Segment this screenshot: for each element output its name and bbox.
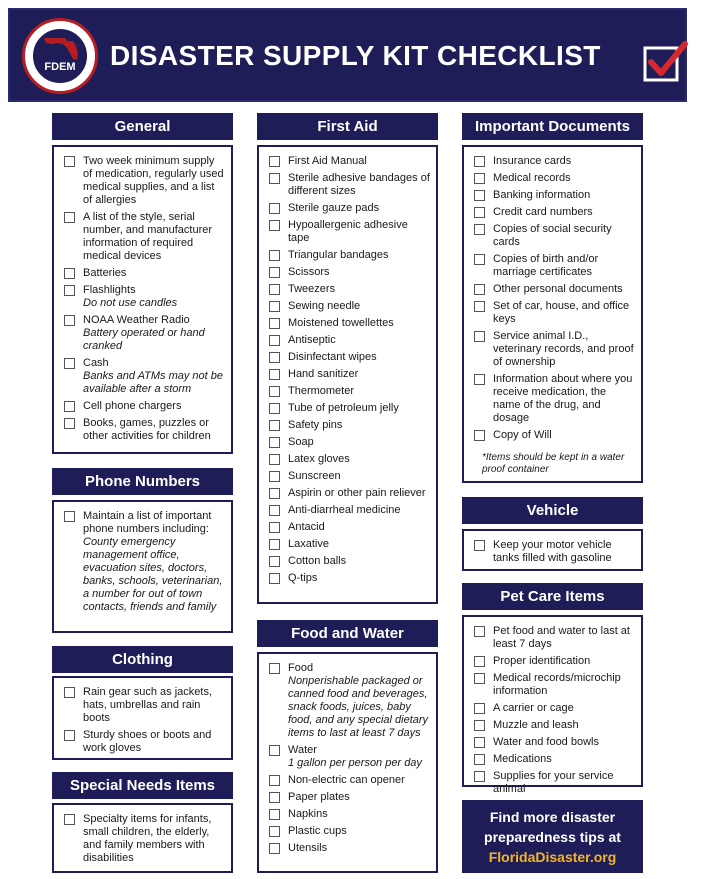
checklist-item — [474, 253, 635, 279]
checklist-item — [269, 470, 430, 483]
item-label: Water and food bowls — [493, 736, 599, 748]
checkbox[interactable] — [269, 301, 280, 312]
item-text — [288, 368, 430, 381]
item-text — [83, 284, 225, 310]
item-label: Moistened towellettes — [288, 317, 394, 329]
documents-section — [462, 145, 643, 483]
item-label: Credit card numbers — [493, 206, 593, 218]
pet-care-section — [462, 615, 643, 795]
checklist-item — [269, 791, 430, 804]
checklist-item — [474, 753, 635, 766]
checkbox[interactable] — [64, 268, 75, 279]
checklist-item — [64, 510, 225, 614]
item-text — [83, 729, 225, 755]
item-note: Banks and ATMs may not be available after a storm — [83, 370, 224, 395]
first-aid-heading: First Aid — [257, 113, 438, 140]
checklist-item — [269, 453, 430, 466]
item-label: Sterile adhesive bandages of different sizes — [288, 172, 430, 197]
item-text — [493, 736, 635, 749]
checkbox[interactable] — [269, 471, 280, 482]
item-text — [288, 300, 430, 313]
checkbox[interactable] — [474, 156, 485, 167]
checklist-item — [269, 842, 430, 855]
item-label: Cell phone chargers — [83, 400, 182, 412]
item-label: Sewing needle — [288, 300, 361, 312]
item-label: Medical records — [493, 172, 571, 184]
checklist-item — [64, 284, 225, 310]
item-label: Copies of social security cards — [493, 223, 612, 248]
item-note: Battery operated or hand cranked — [83, 327, 205, 352]
checkbox[interactable] — [269, 663, 280, 674]
item-label: Napkins — [288, 808, 328, 820]
checkbox[interactable] — [269, 318, 280, 329]
checkbox[interactable] — [474, 224, 485, 235]
checklist-item — [269, 385, 430, 398]
checkbox[interactable] — [474, 626, 485, 637]
item-text — [288, 402, 430, 415]
checkbox[interactable] — [269, 539, 280, 550]
checklist-item — [269, 521, 430, 534]
item-label: Two week minimum supply of medication, regularly used medical supplies, and a list of allergies — [83, 155, 224, 206]
checklist-item — [64, 400, 225, 413]
item-text — [288, 774, 430, 787]
item-label: First Aid Manual — [288, 155, 367, 167]
item-label: Latex gloves — [288, 453, 350, 465]
item-label: Keep your motor vehicle tanks filled with gasoline — [493, 539, 612, 564]
item-text — [83, 813, 225, 865]
checklist-item — [474, 539, 635, 565]
checklist-item — [474, 330, 635, 369]
item-text — [493, 206, 635, 219]
checklist-item — [64, 314, 225, 353]
checklist-item — [474, 672, 635, 698]
checklist-item — [474, 172, 635, 185]
checkbox[interactable] — [64, 156, 75, 167]
clothing-heading: Clothing — [52, 646, 233, 673]
fdem-seal-logo — [22, 18, 98, 94]
checkbox[interactable] — [64, 212, 75, 223]
item-label: Other personal documents — [493, 283, 623, 295]
checklist-item — [474, 283, 635, 296]
item-text — [288, 351, 430, 364]
documents-list — [464, 147, 641, 450]
checkbox[interactable] — [64, 285, 75, 296]
checklist-item — [474, 155, 635, 168]
clothing-section — [52, 676, 233, 760]
item-label: Supplies for your service animal — [493, 770, 614, 795]
checklist-item — [269, 487, 430, 500]
item-label: Scissors — [288, 266, 330, 278]
item-text — [83, 686, 225, 725]
checkbox[interactable] — [269, 335, 280, 346]
item-text — [493, 253, 635, 279]
item-label: Proper identification — [493, 655, 591, 667]
checklist-item — [474, 655, 635, 668]
checkbox[interactable] — [474, 430, 485, 441]
item-text — [83, 510, 225, 614]
checkbox[interactable] — [269, 522, 280, 533]
item-label: Laxative — [288, 538, 329, 550]
checkbox[interactable] — [64, 358, 75, 369]
item-text — [493, 672, 635, 698]
checkbox[interactable] — [64, 730, 75, 741]
first-aid-section — [257, 145, 438, 604]
checkbox[interactable] — [269, 156, 280, 167]
item-text — [288, 249, 430, 262]
checklist-item — [269, 351, 430, 364]
item-label: Water — [288, 744, 317, 756]
item-text — [493, 189, 635, 202]
pet-care-heading: Pet Care Items — [462, 583, 643, 610]
item-label: Disinfectant wipes — [288, 351, 377, 363]
checklist-item — [269, 538, 430, 551]
checkbox[interactable] — [269, 369, 280, 380]
checklist-item — [64, 417, 225, 443]
item-label: Medications — [493, 753, 552, 765]
item-label: Antacid — [288, 521, 325, 533]
checkbox[interactable] — [269, 437, 280, 448]
checkbox[interactable] — [269, 203, 280, 214]
checkbox[interactable] — [64, 814, 75, 825]
item-text — [83, 400, 225, 413]
item-text — [288, 202, 430, 215]
checklist-item — [269, 249, 430, 262]
checklist-item — [269, 334, 430, 347]
item-label: Triangular bandages — [288, 249, 389, 261]
item-label: Thermometer — [288, 385, 355, 397]
more-tips-banner — [462, 800, 643, 873]
checkbox[interactable] — [269, 267, 280, 278]
item-text — [288, 436, 430, 449]
item-text — [288, 825, 430, 838]
checkbox[interactable] — [474, 656, 485, 667]
checklist-item — [474, 719, 635, 732]
item-text — [83, 267, 225, 280]
checklist-item — [64, 211, 225, 263]
item-text — [288, 504, 430, 517]
checklist-item — [474, 223, 635, 249]
checklist-item — [474, 770, 635, 796]
item-text — [288, 572, 430, 585]
checkbox[interactable] — [474, 301, 485, 312]
seal-acronym: FDEM — [44, 61, 76, 73]
checkbox[interactable] — [269, 505, 280, 516]
general-list — [54, 147, 231, 451]
checklist-item — [269, 172, 430, 198]
item-text — [83, 211, 225, 263]
item-text — [288, 155, 430, 168]
item-text — [83, 314, 225, 353]
item-text — [83, 155, 225, 207]
checklist-item — [64, 357, 225, 396]
florida-disaster-link[interactable]: FloridaDisaster.org — [488, 849, 617, 865]
checklist-item — [269, 808, 430, 821]
food-water-section — [257, 652, 438, 873]
item-text — [288, 470, 430, 483]
item-text — [288, 555, 430, 568]
checkbox[interactable] — [269, 573, 280, 584]
item-label: Cash — [83, 357, 109, 369]
checkbox[interactable] — [474, 284, 485, 295]
item-label: Hypoallergenic adhesive tape — [288, 219, 408, 244]
checklist-item — [474, 206, 635, 219]
checklist-item — [269, 266, 430, 279]
item-text — [493, 539, 635, 565]
item-text — [493, 429, 635, 442]
checklist-item — [474, 300, 635, 326]
item-text — [288, 791, 430, 804]
item-label: Sturdy shoes or boots and work gloves — [83, 729, 212, 754]
checklist-item — [269, 368, 430, 381]
item-label: Q-tips — [288, 572, 318, 584]
item-text — [288, 283, 430, 296]
cta-line-2: preparedness tips at — [484, 829, 621, 845]
item-label: Pet food and water to last at least 7 days — [493, 625, 630, 650]
item-label: NOAA Weather Radio — [83, 314, 190, 326]
checklist-item — [269, 774, 430, 787]
checkbox[interactable] — [474, 540, 485, 551]
item-label: Food — [288, 662, 314, 674]
item-text — [493, 702, 635, 715]
item-text — [288, 521, 430, 534]
checkbox[interactable] — [269, 556, 280, 567]
checkbox[interactable] — [474, 703, 485, 714]
item-text — [288, 385, 430, 398]
checkbox[interactable] — [474, 720, 485, 731]
checkbox[interactable] — [474, 331, 485, 342]
checkbox[interactable] — [64, 401, 75, 412]
special-needs-section — [52, 803, 233, 873]
special-needs-heading: Special Needs Items — [52, 772, 233, 799]
checkbox[interactable] — [269, 843, 280, 854]
item-label: Antiseptic — [288, 334, 336, 346]
checklist-item — [64, 267, 225, 280]
checkmark-box-icon — [643, 40, 689, 84]
checkbox[interactable] — [64, 687, 75, 698]
clothing-list — [54, 678, 231, 763]
item-text — [288, 172, 430, 198]
florida-map-icon — [43, 35, 81, 61]
item-label: Safety pins — [288, 419, 343, 431]
checkbox[interactable] — [269, 403, 280, 414]
pet-care-list — [464, 617, 641, 804]
item-label: Rain gear such as jackets, hats, umbrellas and rain boots — [83, 686, 213, 724]
item-text — [83, 357, 225, 396]
checklist-item — [269, 825, 430, 838]
checkbox[interactable] — [474, 374, 485, 385]
checkbox[interactable] — [269, 250, 280, 261]
item-label: Paper plates — [288, 791, 350, 803]
checkbox[interactable] — [269, 775, 280, 786]
item-text — [493, 330, 635, 369]
item-label: Muzzle and leash — [493, 719, 579, 731]
checkbox[interactable] — [474, 190, 485, 201]
item-note: County emergency management office, evacuation sites, doctors, banks, schools, veterinarian, a number for out of town contacts, friends and family — [83, 536, 223, 613]
vehicle-section — [462, 529, 643, 571]
special-needs-list — [54, 805, 231, 873]
phone-numbers-heading: Phone Numbers — [52, 468, 233, 495]
item-note: Nonperishable packaged or canned food and beverages, snack foods, juices, baby food, and any special dietary items to last at least 7 days — [288, 675, 429, 739]
checkbox[interactable] — [64, 511, 75, 522]
checklist-item — [269, 419, 430, 432]
item-text — [493, 770, 635, 796]
checkbox[interactable] — [64, 315, 75, 326]
first-aid-list — [259, 147, 436, 593]
item-label: Set of car, house, and office keys — [493, 300, 630, 325]
checklist-item — [474, 189, 635, 202]
checkbox[interactable] — [269, 420, 280, 431]
item-text — [288, 317, 430, 330]
checkbox[interactable] — [269, 826, 280, 837]
item-label: Maintain a list of important phone numbers including: — [83, 510, 212, 535]
vehicle-heading: Vehicle — [462, 497, 643, 524]
vehicle-list — [464, 531, 641, 573]
documents-footnote: *Items should be kept in a water proof container — [482, 452, 625, 475]
checklist-item — [269, 219, 430, 245]
checkbox[interactable] — [269, 284, 280, 295]
item-label: Flashlights — [83, 284, 136, 296]
item-note: 1 gallon per person per day — [288, 757, 422, 769]
item-label: Service animal I.D., veterinary records, and proof of ownership — [493, 330, 634, 368]
item-label: Tweezers — [288, 283, 336, 295]
item-label: Utensils — [288, 842, 328, 854]
checkbox[interactable] — [474, 771, 485, 782]
checklist-item — [269, 744, 430, 770]
item-text — [288, 744, 430, 770]
checklist-item — [64, 155, 225, 207]
checklist-item — [64, 686, 225, 725]
item-text — [493, 625, 635, 651]
documents-heading: Important Documents — [462, 113, 643, 140]
phone-numbers-list — [54, 502, 231, 622]
item-text — [493, 373, 635, 425]
item-label: Tube of petroleum jelly — [288, 402, 399, 414]
checkbox[interactable] — [269, 173, 280, 184]
checkbox[interactable] — [269, 352, 280, 363]
checkbox[interactable] — [269, 386, 280, 397]
checklist-item — [64, 729, 225, 755]
checklist-item — [269, 300, 430, 313]
checkbox[interactable] — [474, 173, 485, 184]
item-text — [288, 334, 430, 347]
item-label: Sunscreen — [288, 470, 341, 482]
item-text — [288, 219, 430, 245]
item-text — [288, 266, 430, 279]
item-label: Medical records/microchip information — [493, 672, 621, 697]
item-text — [288, 808, 430, 821]
item-text — [493, 155, 635, 168]
checklist-item — [269, 436, 430, 449]
checkbox[interactable] — [474, 673, 485, 684]
item-text — [288, 538, 430, 551]
checklist-item — [474, 625, 635, 651]
item-label: Hand sanitizer — [288, 368, 359, 380]
food-water-list — [259, 654, 436, 863]
checkbox[interactable] — [269, 809, 280, 820]
item-text — [493, 172, 635, 185]
item-text — [288, 453, 430, 466]
item-text — [288, 662, 430, 740]
checklist-item — [269, 155, 430, 168]
item-label: Insurance cards — [493, 155, 572, 167]
item-label: Sterile gauze pads — [288, 202, 380, 214]
checklist-item — [474, 736, 635, 749]
item-text — [288, 419, 430, 432]
checkbox[interactable] — [474, 737, 485, 748]
general-section — [52, 145, 233, 454]
item-label: Books, games, puzzles or other activities for children — [83, 417, 211, 442]
item-label: Batteries — [83, 267, 127, 279]
checkbox[interactable] — [474, 254, 485, 265]
item-label: Anti-diarrheal medicine — [288, 504, 401, 516]
item-label: A list of the style, serial number, and manufacturer information of required medical devices — [83, 211, 213, 262]
checklist-item — [269, 202, 430, 215]
checklist-item — [269, 504, 430, 517]
checklist-item — [64, 813, 225, 865]
checkbox[interactable] — [269, 454, 280, 465]
page-title: DISASTER SUPPLY KIT CHECKLIST — [110, 40, 601, 71]
checklist-item — [474, 429, 635, 442]
item-label: Copies of birth and/or marriage certificates — [493, 253, 599, 278]
item-note: Do not use candles — [83, 297, 178, 309]
cta-line-1: Find more disaster — [489, 809, 616, 825]
item-label: Banking information — [493, 189, 591, 201]
phone-numbers-section — [52, 500, 233, 633]
item-text — [493, 753, 635, 766]
checklist-item — [269, 283, 430, 296]
checklist-item — [269, 555, 430, 568]
item-label: A carrier or cage — [493, 702, 574, 714]
general-heading: General — [52, 113, 233, 140]
item-label: Soap — [288, 436, 314, 448]
item-label: Copy of Will — [493, 429, 552, 441]
checklist-item — [269, 572, 430, 585]
item-text — [493, 223, 635, 249]
page-header — [8, 8, 687, 102]
checklist-item — [269, 662, 430, 740]
item-text — [493, 283, 635, 296]
item-text — [493, 719, 635, 732]
checkbox[interactable] — [64, 418, 75, 429]
item-label: Non-electric can opener — [288, 774, 405, 786]
checkbox[interactable] — [269, 792, 280, 803]
checkbox[interactable] — [474, 754, 485, 765]
checklist-item — [474, 702, 635, 715]
item-label: Aspirin or other pain reliever — [288, 487, 426, 499]
item-text — [288, 842, 430, 855]
checkbox[interactable] — [269, 745, 280, 756]
item-text — [493, 300, 635, 326]
checklist-item — [269, 317, 430, 330]
food-water-heading: Food and Water — [257, 620, 438, 647]
item-text — [493, 655, 635, 668]
item-label: Plastic cups — [288, 825, 347, 837]
item-text — [288, 487, 430, 500]
checkbox[interactable] — [269, 488, 280, 499]
item-label: Cotton balls — [288, 555, 347, 567]
item-label: Specialty items for infants, small children, the elderly, and family members with disabilities — [83, 813, 212, 864]
checkbox[interactable] — [474, 207, 485, 218]
item-text — [83, 417, 225, 443]
checkbox[interactable] — [269, 220, 280, 231]
checklist-item — [269, 402, 430, 415]
checklist-item — [474, 373, 635, 425]
item-label: Information about where you receive medication, the name of the drug, and dosage — [493, 373, 633, 424]
